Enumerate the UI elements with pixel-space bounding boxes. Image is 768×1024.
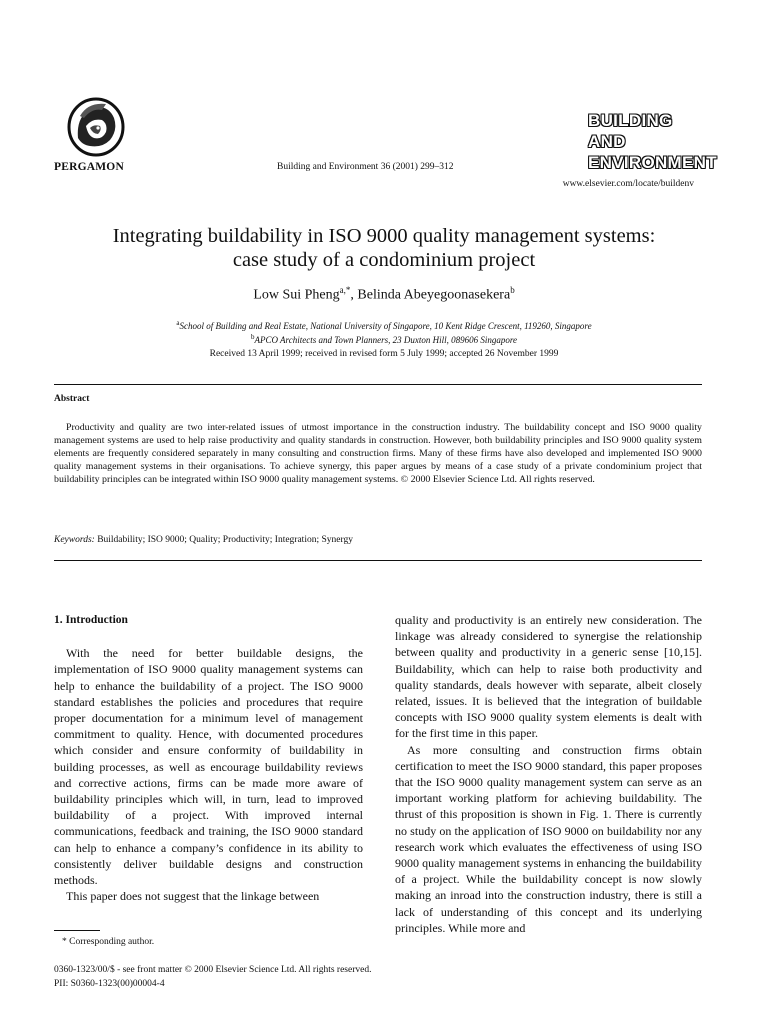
footnote-rule: [54, 930, 100, 931]
left-column: [54, 612, 363, 904]
author-2-affil-mark: b: [510, 285, 515, 295]
author-1: Low Sui Pheng: [253, 287, 340, 303]
keywords-list: Buildability; ISO 9000; Quality; Productivity; Integration; Synergy: [94, 535, 353, 545]
author-1-affil-mark: a,*: [339, 285, 351, 295]
corresponding-author-footnote: * Corresponding author.: [62, 937, 155, 947]
author-list: [0, 285, 768, 304]
paragraph: With the need for better buildable designs, the implementation of ISO 9000 quality management systems can help to enhance the buildability of a project. The ISO 9000 standard establishes the policies and procedures that require proper documentation for a minimum level of management commitment to quality. Hence, with documented procedures which consider and ensure conformity of buildability in building processes, as well as encourage buildability reviews and corrective actions, firms can be made more aware of buildability principles which will, in turn, lead to improved buildability of a project. With improved internal communications, feedback and training, the ISO 9000 standard can help to enhance a company’s confidence in its ability to consistently deliver buildable designs and construction methods.: [54, 646, 363, 888]
pii-line: PII: S0360-1323(00)00004-4: [54, 979, 165, 989]
paragraph: As more consulting and construction firms obtain certification to meet the ISO 9000 standard, this paper proposes that the ISO 9000 quality management system can serve as an important working platform for achieving buildability. The thrust of this proposition is shown in Fig. 1. There is currently no study on the application of ISO 9000 on buildability nor any research work which evaluates the effectiveness of using ISO 9000 quality management systems in enhancing the buildability of a project. While the buildability concept is now slowly making an inroad into the construction industry, there is still a lack of understanding of this concept and its underlying principles. While more and: [395, 742, 702, 935]
copyright-line: 0360-1323/00/$ - see front matter © 2000 Elsevier Science Ltd. All rights reserved.: [54, 965, 372, 975]
journal-citation: Building and Environment 36 (2001) 299–312: [277, 162, 454, 172]
author-2: Belinda Abeyegoonasekera: [357, 287, 511, 303]
section-heading-introduction: 1. Introduction: [54, 614, 128, 626]
abstract-top-rule: [54, 384, 702, 385]
abstract-bottom-rule: [54, 560, 702, 561]
affiliations: [0, 318, 768, 346]
article-title: [0, 224, 768, 272]
title-line-2: case study of a condominium project: [232, 249, 536, 271]
publisher-name: PERGAMON: [54, 161, 124, 173]
abstract-text: Productivity and quality are two inter-related issues of utmost importance in the construction industry. The buildability concept and ISO 9000 quality management systems are used to help raise productivity and quality standards in construction. However, both buildability principles and ISO 9000 quality system elements are frequently considered separately in many consulting and construction firms. Many of these firms have also developed and implemented ISO 9000 quality management systems in their organisations. To achieve synergy, this paper argues by means of a case study of a private condominium project that buildability principles can be integrated within ISO 9000 quality management systems. © 2000 Elsevier Science Ltd. All rights reserved.: [54, 422, 702, 485]
paragraph: This paper does not suggest that the linkage between: [66, 889, 320, 904]
affiliation-b: $^b$APCO Architects and Town Planners, 23 Duxton Hill, 089606 Singapore: [250, 333, 518, 345]
pergamon-logo: [62, 96, 132, 158]
abstract-heading: Abstract: [54, 394, 90, 404]
affiliation-a: $^a$School of Building and Real Estate, National University of Singapore, 10 Kent Ridge Crescent, 119260, Singapore: [176, 319, 592, 331]
journal-logo-line1: BUILDING AND: [588, 111, 673, 151]
keywords-label: Keywords:: [54, 535, 95, 545]
title-line-1: Integrating buildability in ISO 9000 quality management systems:: [112, 225, 656, 247]
author-separator: ,: [350, 287, 358, 303]
right-column: [395, 612, 702, 936]
journal-url[interactable]: www.elsevier.com/locate/buildenv: [562, 179, 694, 189]
journal-logo: [588, 110, 717, 172]
journal-logo-line2: ENVIRONMENT: [588, 153, 717, 172]
keywords: [54, 535, 353, 545]
article-dates: Received 13 April 1999; received in revised form 5 July 1999; accepted 26 November 1999: [209, 349, 559, 359]
paragraph: quality and productivity is an entirely new consideration. The linkage was already considered to synergise the relationship between quality and productivity in a generic sense [10,15]. Buildability, which can help to raise both productivity and quality standards, deals however with separate, albeit closely related, issues. It is believed that the integration of buildable concepts with ISO 9000 quality system elements is dealt with for the first time in this paper.: [395, 613, 702, 741]
